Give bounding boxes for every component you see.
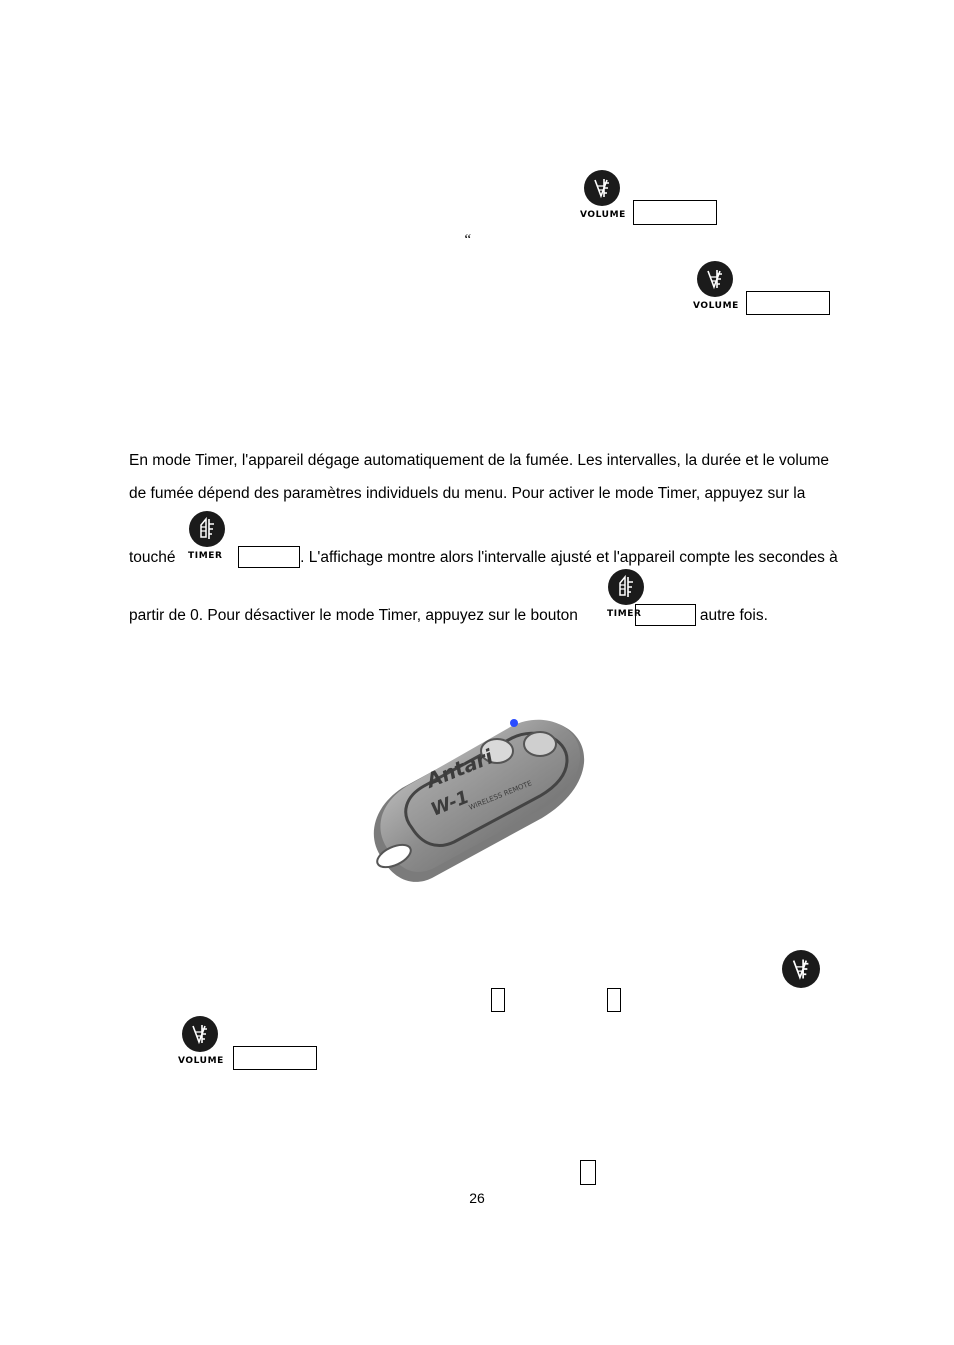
remote-sub-text: WIRELESS REMOTE — [467, 779, 534, 812]
timer-paragraph-line-3 — [129, 546, 838, 568]
volume-icon — [584, 170, 620, 206]
timer-button-icon-2 — [605, 569, 647, 621]
remote-model-text: W-1 — [428, 786, 473, 821]
timer-icon — [608, 569, 644, 605]
timer-button-icon-1 — [186, 511, 228, 563]
timer-display-box-1 — [238, 546, 300, 568]
volume-button-icon-2 — [693, 261, 741, 313]
timer-icon — [189, 511, 225, 547]
line3-text-after: . L'affichage montre alors l'intervalle ajusté et l'appareil compte les secondes à — [300, 549, 838, 566]
volume-caption: VOLUME — [580, 210, 626, 220]
volume-button-icon-3 — [178, 1016, 226, 1068]
missing-glyph-box-1 — [491, 988, 505, 1012]
wireless-remote-image — [362, 708, 592, 888]
volume-display-box-1 — [633, 200, 717, 225]
timer-paragraph-line-4 — [129, 604, 768, 626]
volume-display-box-3 — [233, 1046, 317, 1070]
timer-paragraph-line-1: En mode Timer, l'appareil dégage automatiquement de la fumée. Les intervalles, la durée et le volume — [129, 452, 830, 469]
volume-display-box-2 — [746, 291, 830, 315]
missing-glyph-box-2 — [607, 988, 621, 1012]
line4-text-before: partir de 0. Pour désactiver le mode Timer, appuyez sur le bouton — [129, 607, 578, 624]
volume-caption: VOLUME — [178, 1056, 224, 1066]
timer-caption: TIMER — [188, 551, 223, 561]
line3-text-before: touché — [129, 549, 176, 566]
volume-icon — [697, 261, 733, 297]
remote-brand-text: Antari — [422, 744, 497, 793]
button-icon-plain — [782, 950, 820, 988]
missing-glyph-box-3 — [580, 1160, 596, 1185]
timer-paragraph-line-2: de fumée dépend des paramètres individuels du menu. Pour activer le mode Timer, appuyez sur la — [129, 485, 806, 502]
quote-mark: “ — [463, 232, 472, 248]
line4-text-after: autre fois. — [699, 607, 768, 624]
remote-illustration — [362, 708, 592, 888]
timer-caption: TIMER — [607, 609, 642, 619]
volume-icon — [782, 950, 820, 988]
volume-icon — [182, 1016, 218, 1052]
volume-caption: VOLUME — [693, 301, 739, 311]
volume-button-icon-1 — [580, 170, 628, 222]
page-number: 26 — [469, 1190, 485, 1206]
